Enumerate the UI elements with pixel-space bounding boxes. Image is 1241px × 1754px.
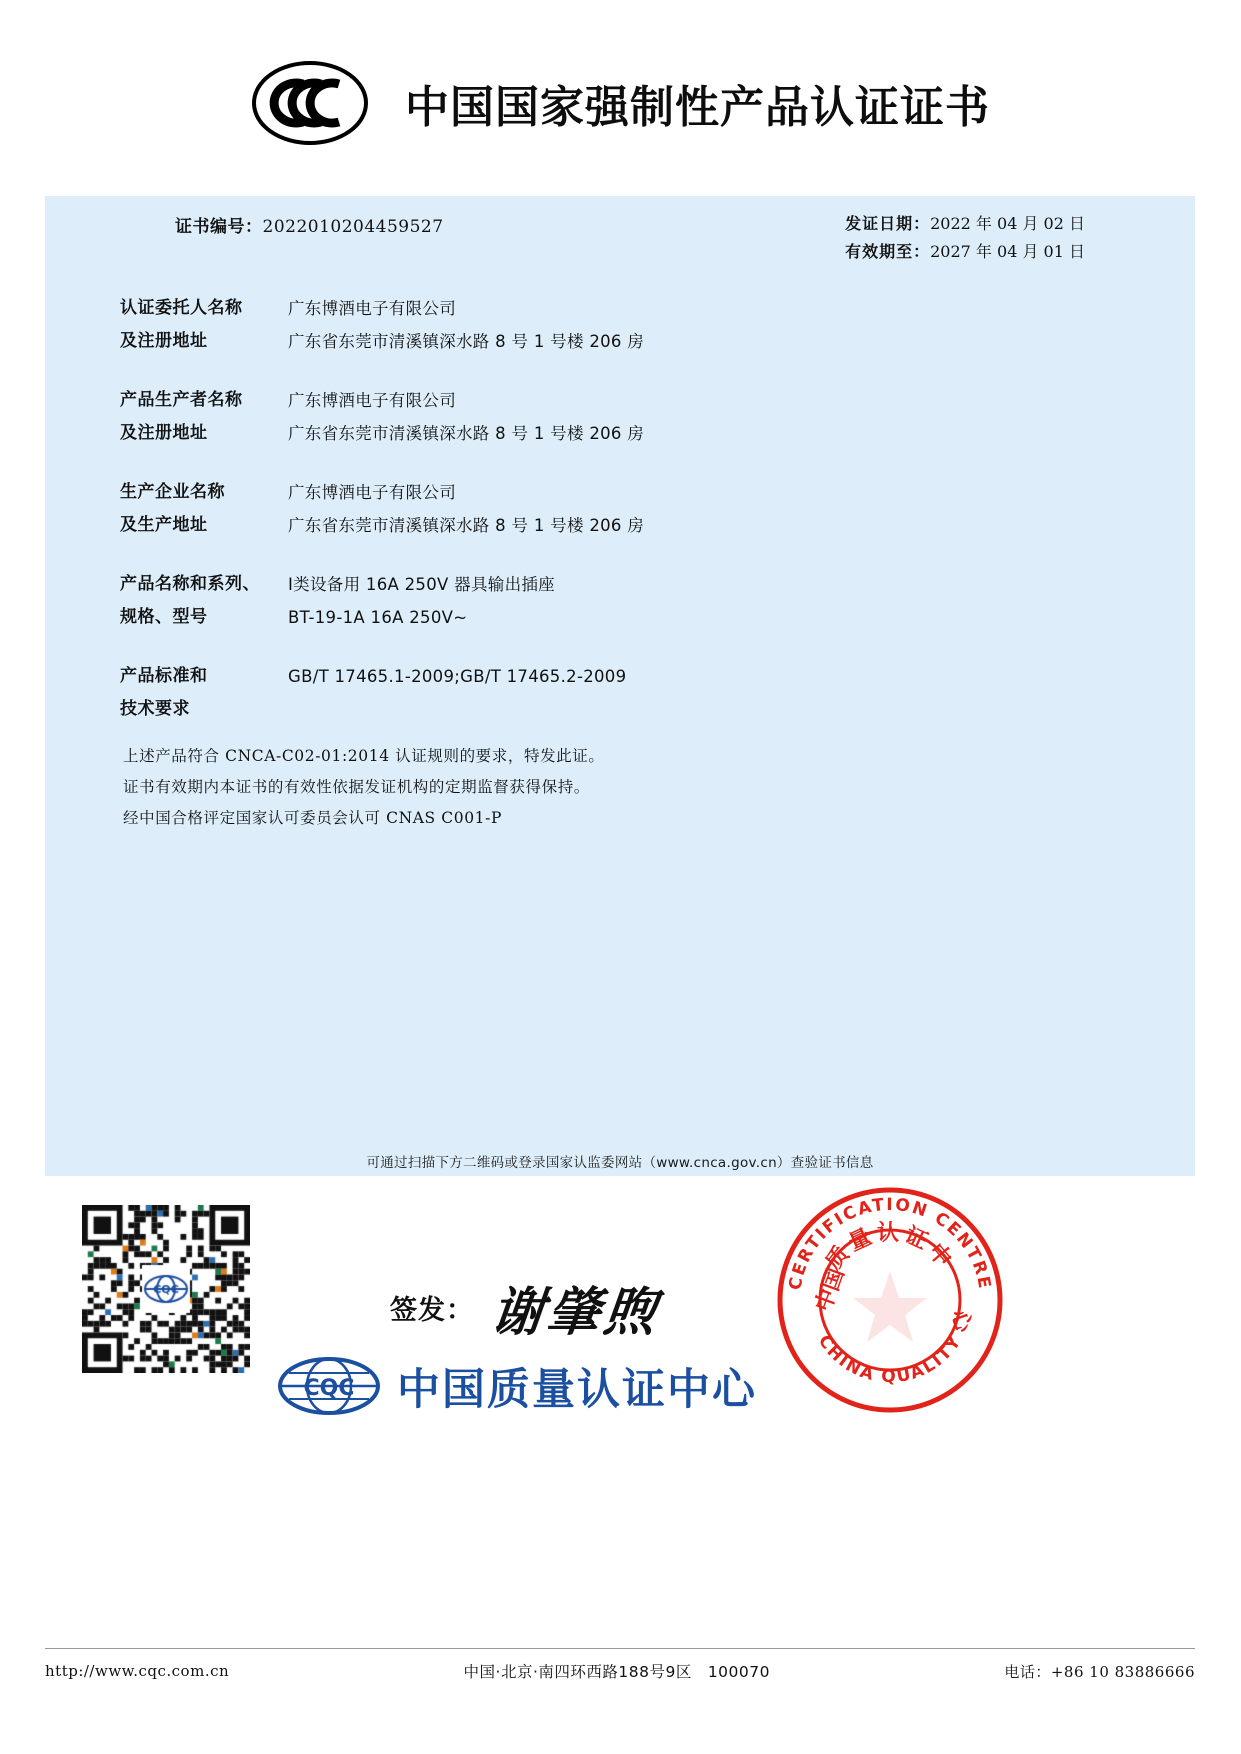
verification-note: 可通过扫描下方二维码或登录国家认监委网站（www.cnca.gov.cn）查验证书信息 [366, 1155, 874, 1171]
valid-until-value: 2027 年 04 月 01 日 [930, 242, 1085, 261]
valid-until-row [845, 238, 1085, 266]
footer-website[interactable]: http://www.cqc.com.cn [45, 1662, 230, 1680]
field-label-line2: 及注册地址 [120, 423, 208, 443]
field-value-line1: 广东博酒电子有限公司 [288, 299, 456, 318]
field-label-line1: 生产企业名称 [120, 482, 225, 502]
certificate-number [175, 212, 444, 237]
page-header [0, 48, 1241, 158]
cqc-name: 中国质量认证中心 [397, 1364, 757, 1415]
date-block [845, 210, 1085, 266]
field-label-line1: 产品名称和系列、 [120, 574, 260, 594]
field-value-line2: 广东省东莞市清溪镇深水路 8 号 1 号楼 206 房 [288, 332, 645, 351]
field-label-line2: 规格、型号 [120, 607, 208, 627]
field-label-line1: 认证委托人名称 [120, 298, 243, 318]
svg-text:质量认证中: 质量认证中 [821, 1221, 959, 1276]
field-value-line2: BT-19-1A 16A 250V~ [288, 608, 468, 627]
footer-address: 中国·北京·南四环西路188号9区 100070 [463, 1663, 770, 1681]
page-footer [45, 1660, 1195, 1682]
signature-row [390, 1270, 663, 1345]
cqc-brand-row [275, 1355, 757, 1417]
red-round-stamp-icon [775, 1185, 1005, 1415]
svg-text:心: 心 [945, 1306, 977, 1336]
svg-text:中国: 中国 [811, 1265, 850, 1316]
field-product [120, 568, 1120, 634]
field-value-line1: 广东博酒电子有限公司 [288, 483, 456, 502]
note-line: 证书有效期内本证书的有效性依据发证机构的定期监督获得保持。 [123, 778, 590, 796]
field-applicant [120, 292, 1120, 358]
signature-name: 谢肇煦 [488, 1282, 663, 1343]
note-line: 经中国合格评定国家认可委员会认可 CNAS C001-P [123, 809, 502, 827]
field-label-line1: 产品标准和 [120, 666, 208, 686]
field-label [120, 384, 288, 450]
field-value [288, 476, 1120, 542]
field-factory [120, 476, 1120, 542]
issue-date-label: 发证日期： [845, 214, 931, 233]
qr-code-icon[interactable] [82, 1205, 250, 1373]
field-label [120, 660, 288, 726]
field-value [288, 292, 1120, 358]
note-line: 上述产品符合 CNCA-C02-01:2014 认证规则的要求，特发此证。 [123, 747, 605, 765]
field-value-line1: Ⅰ类设备用 16A 250V 器具输出插座 [288, 575, 555, 594]
field-value [288, 568, 1120, 634]
footer-phone: 电话：+86 10 83886666 [1004, 1662, 1195, 1681]
certificate-number-value: 2022010204459527 [262, 217, 444, 237]
field-label [120, 292, 288, 358]
field-manufacturer [120, 384, 1120, 450]
field-label-line2: 及注册地址 [120, 331, 208, 351]
field-value [288, 384, 1120, 450]
certificate-number-label: 证书编号： [175, 217, 263, 237]
valid-until-label: 有效期至： [845, 242, 931, 261]
field-value-line1: GB/T 17465.1-2009;GB/T 17465.2-2009 [288, 667, 627, 686]
field-value-line2: 广东省东莞市清溪镇深水路 8 号 1 号楼 206 房 [288, 516, 645, 535]
svg-text:CQC: CQC [303, 1376, 355, 1401]
field-label-line2: 技术要求 [120, 699, 190, 719]
field-label-line1: 产品生产者名称 [120, 390, 243, 410]
issue-date-value: 2022 年 04 月 02 日 [930, 214, 1085, 233]
cqc-globe-icon [275, 1355, 383, 1417]
certificate-body-panel [45, 196, 1195, 1176]
field-label-line2: 及生产地址 [120, 515, 208, 535]
ccc-mark-icon [251, 60, 369, 146]
svg-text:CERTIFICATION CENTRE: CERTIFICATION CENTRE [785, 1194, 995, 1292]
field-value-line2: 广东省东莞市清溪镇深水路 8 号 1 号楼 206 房 [288, 424, 645, 443]
signature-label: 签发： [390, 1295, 474, 1326]
field-standard [120, 660, 1120, 726]
page-title: 中国国家强制性产品认证证书 [405, 82, 990, 133]
field-label [120, 476, 288, 542]
field-value [288, 660, 1120, 693]
footer-divider [45, 1648, 1195, 1649]
field-label [120, 568, 288, 634]
issue-date-row [845, 210, 1085, 238]
certificate-notes [123, 741, 604, 834]
svg-text:CHINA QUALITY: CHINA QUALITY [813, 1331, 967, 1388]
field-value-line1: 广东博酒电子有限公司 [288, 391, 456, 410]
